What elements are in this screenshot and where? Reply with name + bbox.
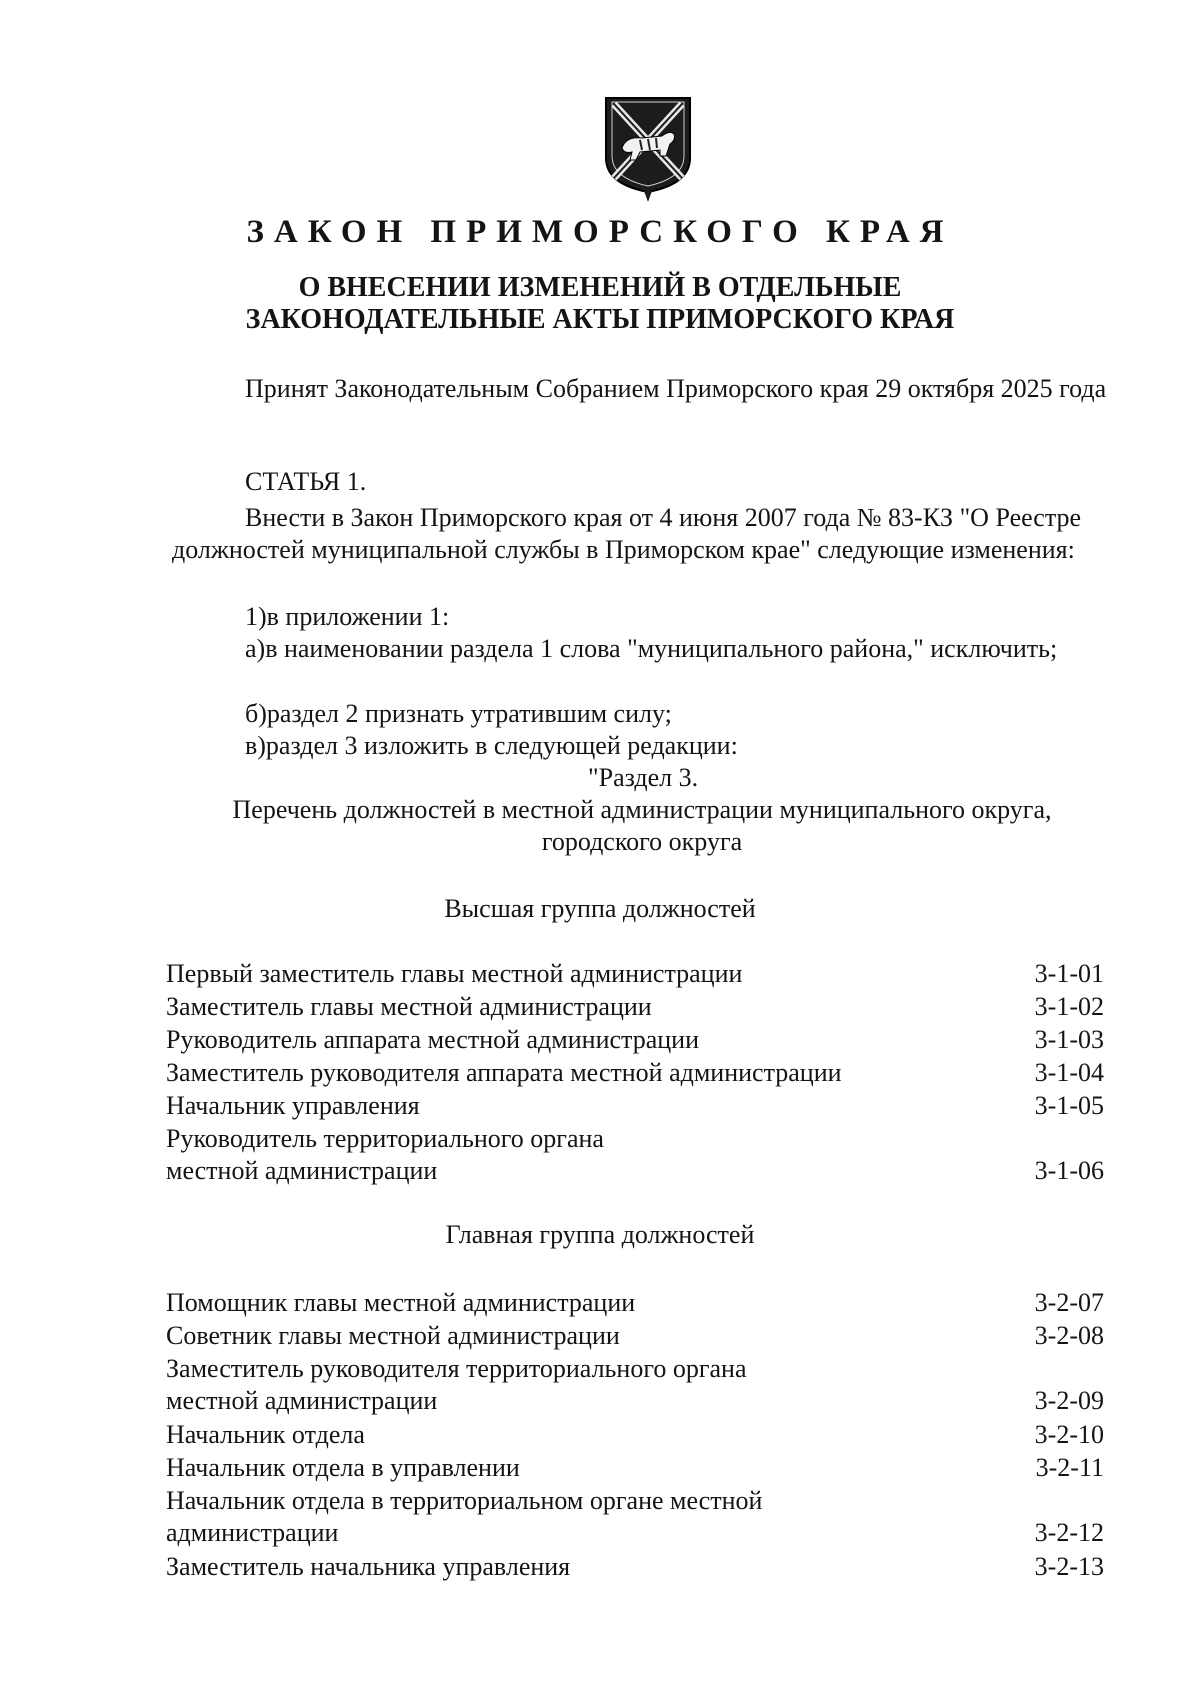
position-name: Заместитель руководителя аппарата местной администрации	[166, 1058, 842, 1087]
position-name: Помощник главы местной администрации	[166, 1288, 636, 1317]
position-code: 3-2-13	[1034, 1552, 1104, 1581]
article-intro: Внести в Закон Приморского края от 4 июня 2007 года № 83-КЗ "О Реестре должностей муниципальной службы в Приморском крае" следующие изменения:	[172, 503, 1082, 564]
position-name: Заместитель начальника управления	[166, 1552, 571, 1581]
table-row	[166, 1057, 1104, 1089]
section-title-line-1: Перечень должностей в местной администрации муниципального округа,	[232, 795, 1052, 824]
position-code: 3-1-04	[1034, 1058, 1104, 1087]
group-title-main: Главная группа должностей	[445, 1220, 755, 1249]
adoption-note: Принят Законодательным Собранием Приморского края 29 октября 2025 года	[245, 374, 1107, 403]
item-1a: а)в наименовании раздела 1 слова "муниципального района," исключить;	[245, 634, 1058, 663]
law-subtitle-line-2: ЗАКОНОДАТЕЛЬНЫЕ АКТЫ ПРИМОРСКОГО КРАЯ	[245, 304, 955, 335]
position-name: Заместитель главы местной администрации	[166, 992, 652, 1021]
position-code: 3-1-02	[1034, 992, 1104, 1021]
table-row	[166, 991, 1104, 1023]
position-code: 3-2-08	[1034, 1321, 1104, 1350]
item-1c: в)раздел 3 изложить в следующей редакции:	[245, 731, 738, 760]
position-name: Руководитель аппарата местной администрации	[166, 1025, 699, 1054]
law-subtitle-line-1: О ВНЕСЕНИИ ИЗМЕНЕНИЙ В ОТДЕЛЬНЫЕ	[298, 272, 902, 303]
position-name: Заместитель руководителя территориального органа местной администрации	[166, 1354, 747, 1415]
section-title-line-2: городского округа	[541, 827, 743, 856]
position-name: Советник главы местной администрации	[166, 1321, 620, 1350]
law-title: ЗАКОН ПРИМОРСКОГО КРАЯ	[246, 214, 954, 250]
law-subtitle	[0, 272, 1200, 336]
position-name: Начальник отдела	[166, 1420, 365, 1449]
position-code: 3-1-05	[1034, 1091, 1104, 1120]
position-code: 3-2-11	[1035, 1453, 1104, 1482]
position-name: Руководитель территориального органа местной администрации	[166, 1124, 604, 1185]
table-row	[166, 1320, 1104, 1352]
item-1: 1)в приложении 1:	[245, 602, 450, 631]
table-row	[166, 1551, 1104, 1583]
position-code: 3-2-09	[1034, 1386, 1104, 1415]
position-name: Начальник отдела в территориальном органе местной администрации	[166, 1486, 763, 1547]
position-code: 3-1-03	[1034, 1025, 1104, 1054]
position-code: 3-2-10	[1034, 1420, 1104, 1449]
position-code: 3-2-12	[1034, 1518, 1104, 1547]
table-row	[166, 1090, 1104, 1122]
table-row	[166, 1123, 1104, 1187]
table-row	[166, 1419, 1104, 1451]
group-title-highest: Высшая группа должностей	[444, 894, 756, 923]
table-row	[166, 958, 1104, 990]
position-name: Начальник управления	[166, 1091, 420, 1120]
table-row	[166, 1485, 1104, 1549]
coat-of-arms-icon	[604, 96, 692, 204]
table-row	[166, 1452, 1104, 1484]
position-code: 3-2-07	[1034, 1288, 1104, 1317]
position-code: 3-1-06	[1034, 1156, 1104, 1185]
position-name: Начальник отдела в управлении	[166, 1453, 520, 1482]
section-label: "Раздел 3.	[588, 763, 699, 792]
article-heading: СТАТЬЯ 1.	[245, 467, 367, 496]
table-row	[166, 1353, 1104, 1417]
position-code: 3-1-01	[1034, 959, 1104, 988]
table-row	[166, 1287, 1104, 1319]
table-row	[166, 1024, 1104, 1056]
item-1b: б)раздел 2 признать утратившим силу;	[245, 699, 672, 728]
position-name: Первый заместитель главы местной администрации	[166, 959, 743, 988]
